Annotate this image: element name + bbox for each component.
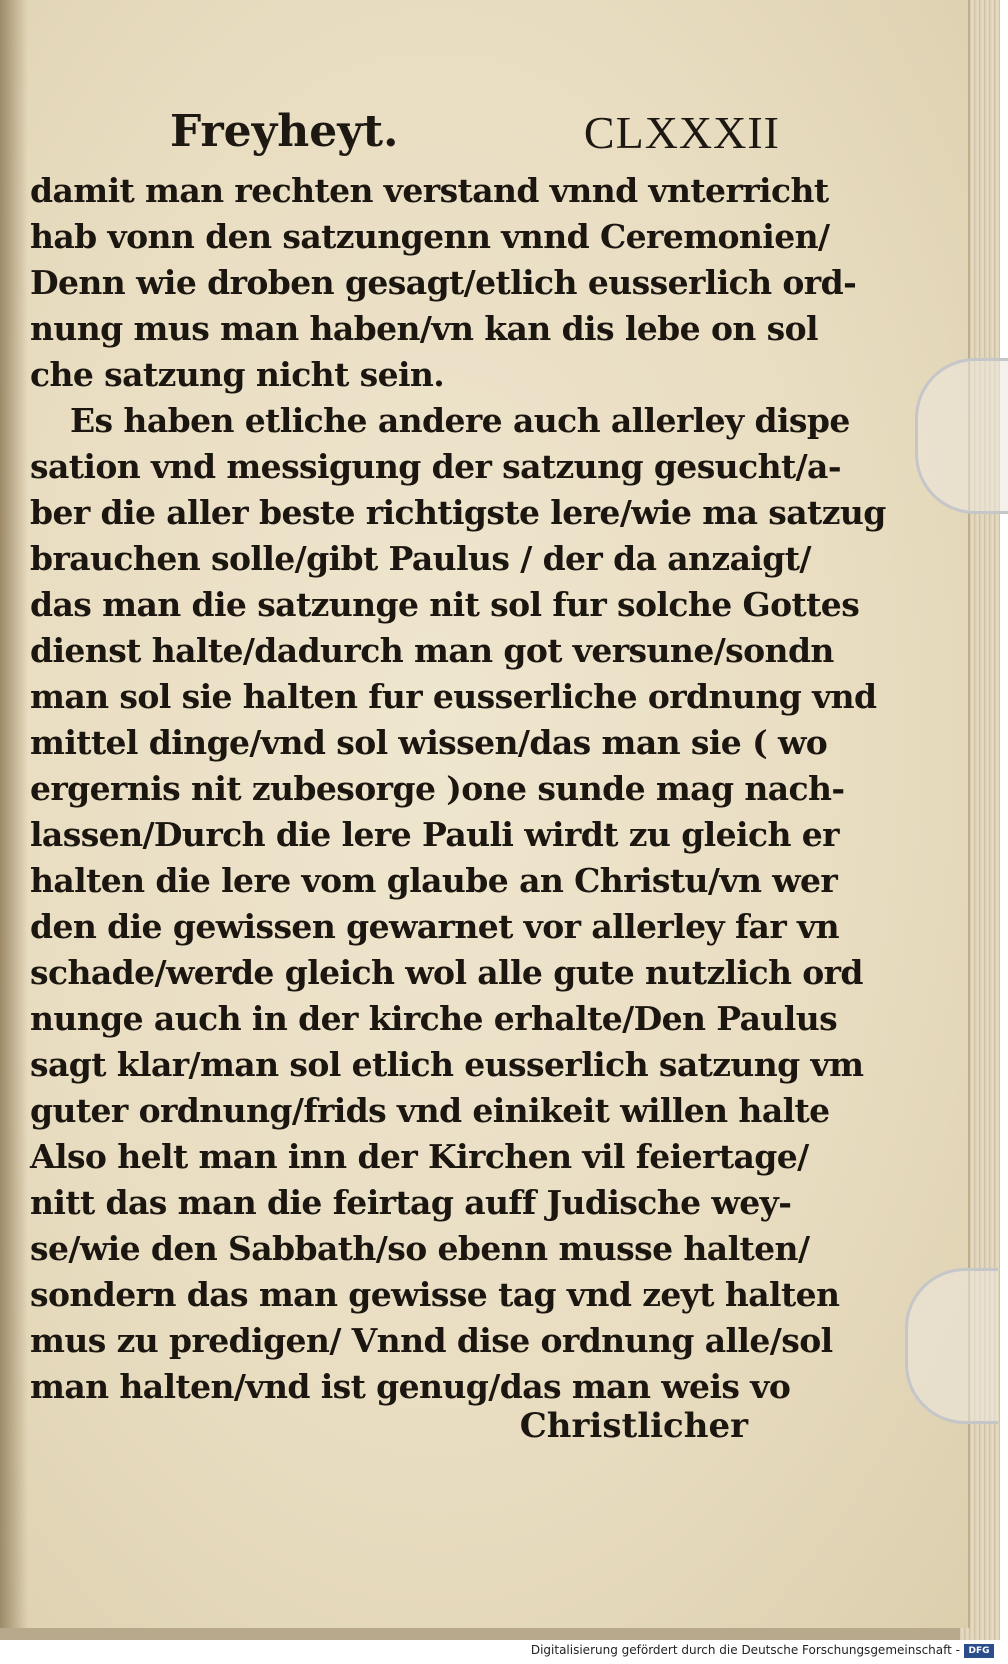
text-line: halten die lere vom glaube an Christu/vn wer	[30, 861, 838, 900]
text-line: nitt das man die feirtag auff Judische wey-	[30, 1183, 792, 1222]
catchword: Christlicher	[519, 1406, 748, 1446]
dfg-logo-icon: DFG	[964, 1644, 994, 1658]
text-line: se/wie den Sabbath/so ebenn musse halten/	[30, 1229, 810, 1268]
text-line: Denn wie droben gesagt/etlich eusserlich ord-	[30, 263, 857, 302]
book-clasp-icon	[905, 1268, 998, 1424]
funding-credit: Digitalisierung gefördert durch die Deutsche Forschungsgemeinschaft -	[530, 1643, 960, 1657]
text-line: man sol sie halten fur eusserliche ordnung vnd	[30, 677, 877, 716]
footer-bar	[0, 1640, 1000, 1664]
page-header	[160, 100, 780, 170]
paragraph-start-line: Es haben etliche andere auch allerley dispe	[70, 401, 850, 440]
text-line: schade/werde gleich wol alle gute nutzlich ord	[30, 953, 863, 992]
text-line: lassen/Durch die lere Pauli wirdt zu gleich er	[30, 815, 839, 854]
text-line: damit man rechten verstand vnnd vnterricht	[30, 171, 829, 210]
text-line: nung mus man haben/vn kan dis lebe on sol	[30, 309, 818, 348]
text-line: nunge auch in der kirche erhalte/Den Paulus	[30, 999, 838, 1038]
page-gutter-shadow	[0, 0, 28, 1628]
text-line: sagt klar/man sol etlich eusserlich satzung vm	[30, 1045, 864, 1084]
text-line: hab vonn den satzungenn vnnd Ceremonien/	[30, 217, 830, 256]
text-line: ber die aller beste richtigste lere/wie ma satzug	[30, 493, 886, 532]
text-line: brauchen solle/gibt Paulus / der da anzaigt/	[30, 539, 811, 578]
text-line: mittel dinge/vnd sol wissen/das man sie ( wo	[30, 723, 828, 762]
text-line: ergernis nit zubesorge )one sunde mag nach-	[30, 769, 845, 808]
text-line: sondern das man gewisse tag vnd zeyt halten	[30, 1275, 840, 1314]
body-text	[30, 168, 886, 1410]
text-line: dienst halte/dadurch man got versune/sondn	[30, 631, 834, 670]
text-line: guter ordnung/frids vnd einikeit willen halte	[30, 1091, 830, 1130]
running-title: Freyheyt.	[170, 106, 399, 157]
text-line: Also helt man inn der Kirchen vil feiertage/	[30, 1137, 809, 1176]
text-line: das man die satzunge nit sol fur solche Gottes	[30, 585, 860, 624]
text-line: man halten/vnd ist genug/das man weis vo	[30, 1367, 791, 1406]
text-line: den die gewissen gewarnet vor allerley far vn	[30, 907, 839, 946]
book-clasp-icon	[915, 358, 1008, 514]
folio-number: CLXXXII	[583, 107, 780, 158]
text-line: sation vnd messigung der satzung gesucht/a-	[30, 447, 841, 486]
text-line: mus zu predigen/ Vnnd dise ordnung alle/sol	[30, 1321, 833, 1360]
text-line: che satzung nicht sein.	[30, 355, 445, 394]
